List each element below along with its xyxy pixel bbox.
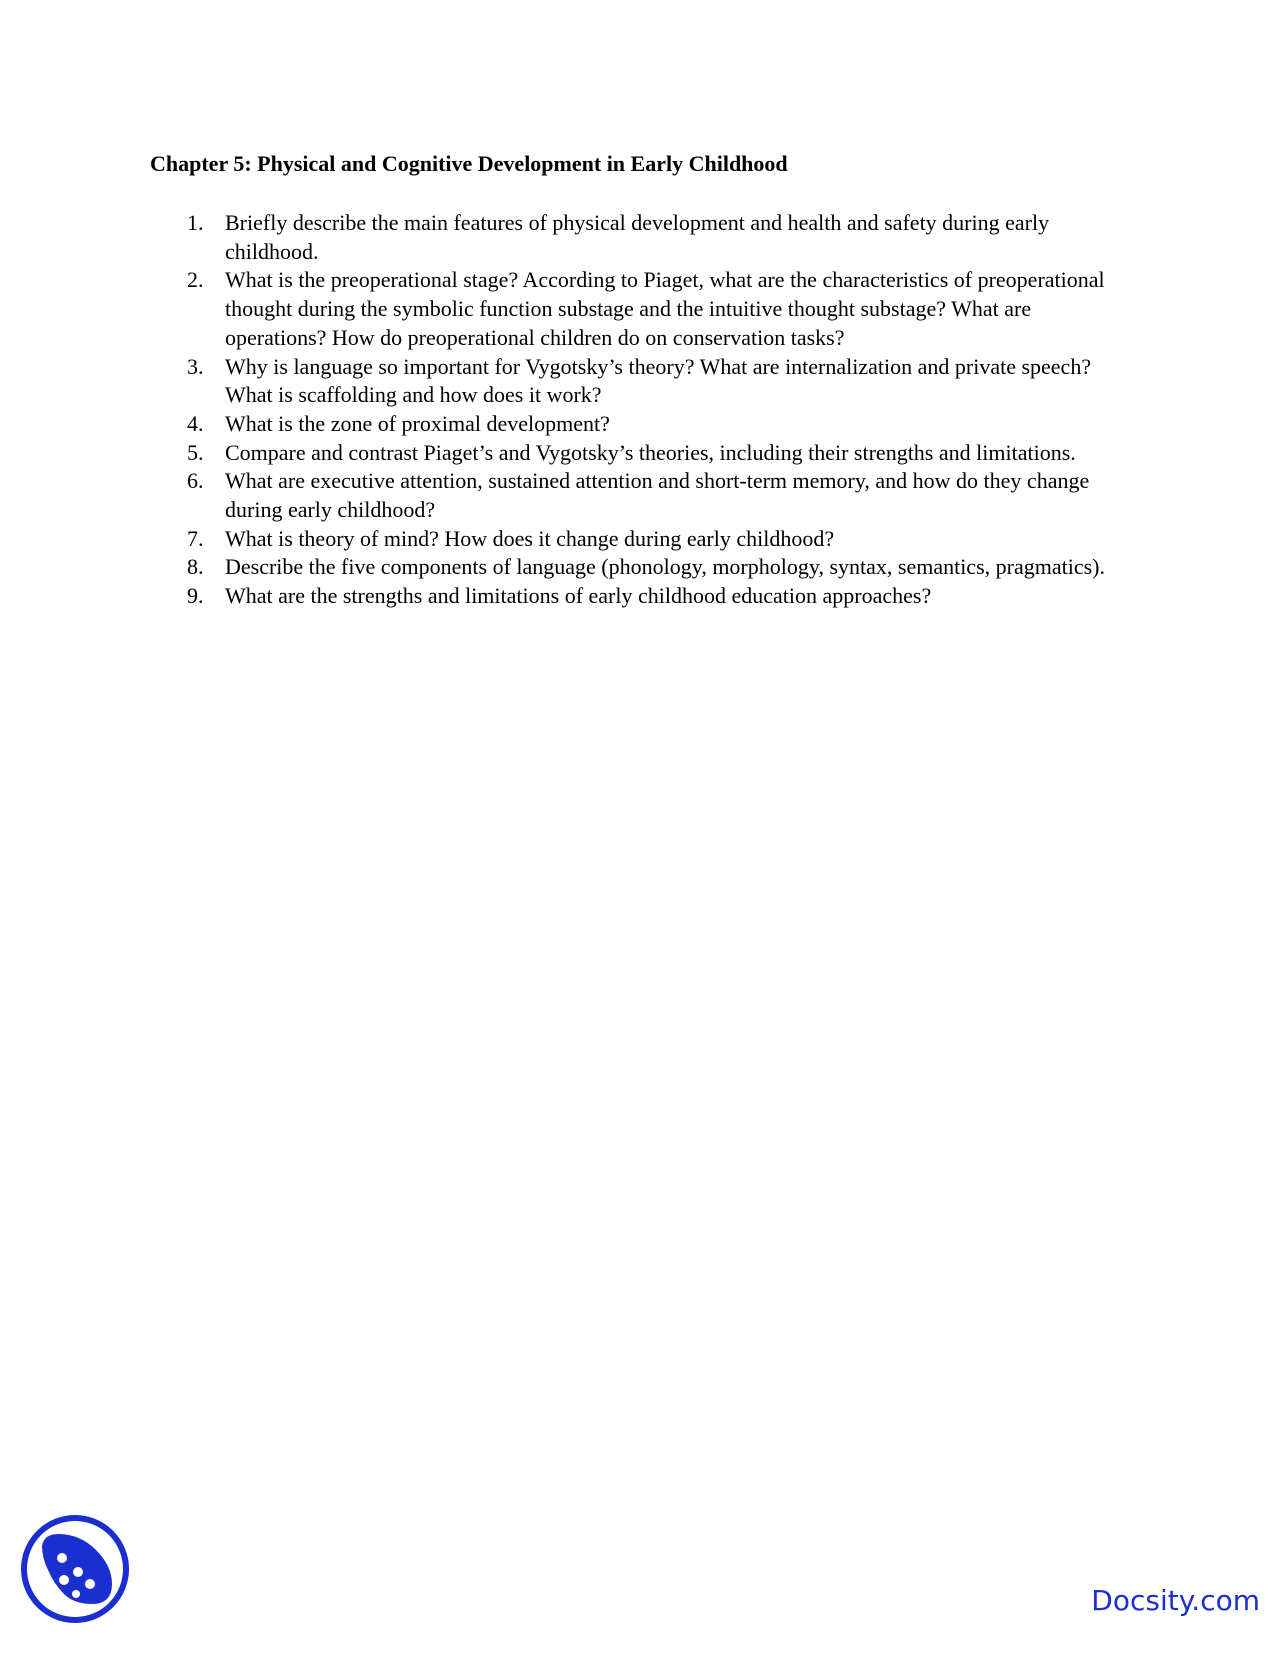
question-text: What is the zone of proximal development? [225, 410, 610, 436]
question-list [150, 209, 1130, 611]
question-number: 4. [187, 410, 204, 436]
question-text: Compare and contrast Piaget’s and Vygotsky’s theories, including their strengths and limitations. [225, 439, 1076, 465]
docsity-logo-icon[interactable] [20, 1514, 130, 1624]
question-number: 2. [187, 267, 204, 293]
docsity-logo-graphic [20, 1514, 130, 1624]
question-number: 1. [187, 210, 204, 235]
question-number: 7. [187, 525, 204, 551]
question-number: 3. [187, 353, 204, 379]
question-item-9 [150, 582, 1130, 611]
question-item-1 [150, 209, 1130, 266]
question-number: 6. [187, 468, 204, 494]
question-text: What is theory of mind? How does it change during early childhood? [225, 525, 835, 551]
question-text: Why is language so important for Vygotsky’s theory? What are internalization and private speech? What is scaffolding and how does it work? [225, 353, 1092, 408]
question-text: What are executive attention, sustained attention and short-term memory, and how do they change during early childhood? [225, 468, 1090, 523]
question-text: What is the preoperational stage? According to Piaget, what are the characteristics of preoperational thought during the symbolic function substage and the intuitive thought substage? What are operations? How do preoperational children do on conservation tasks? [225, 267, 1105, 350]
question-item-5 [150, 439, 1130, 468]
question-item-4 [150, 410, 1130, 439]
question-text: Briefly describe the main features of physical development and health and safety during early childhood. [225, 210, 1050, 264]
brand-link[interactable]: Docsity.com [1091, 1584, 1260, 1617]
question-item-2 [150, 266, 1130, 352]
question-text: What are the strengths and limitations of early childhood education approaches? [225, 583, 932, 609]
question-item-6 [150, 467, 1130, 524]
question-item-7 [150, 525, 1130, 554]
question-item-8 [150, 553, 1130, 582]
question-number: 8. [187, 554, 204, 580]
question-text: Describe the five components of language (phonology, morphology, syntax, semantics, pragmatics). [225, 554, 1105, 580]
question-number: 5. [187, 439, 204, 465]
question-item-3 [150, 353, 1130, 410]
question-number: 9. [187, 583, 204, 609]
page-title: Chapter 5: Physical and Cognitive Development in Early Childhood [150, 151, 788, 176]
